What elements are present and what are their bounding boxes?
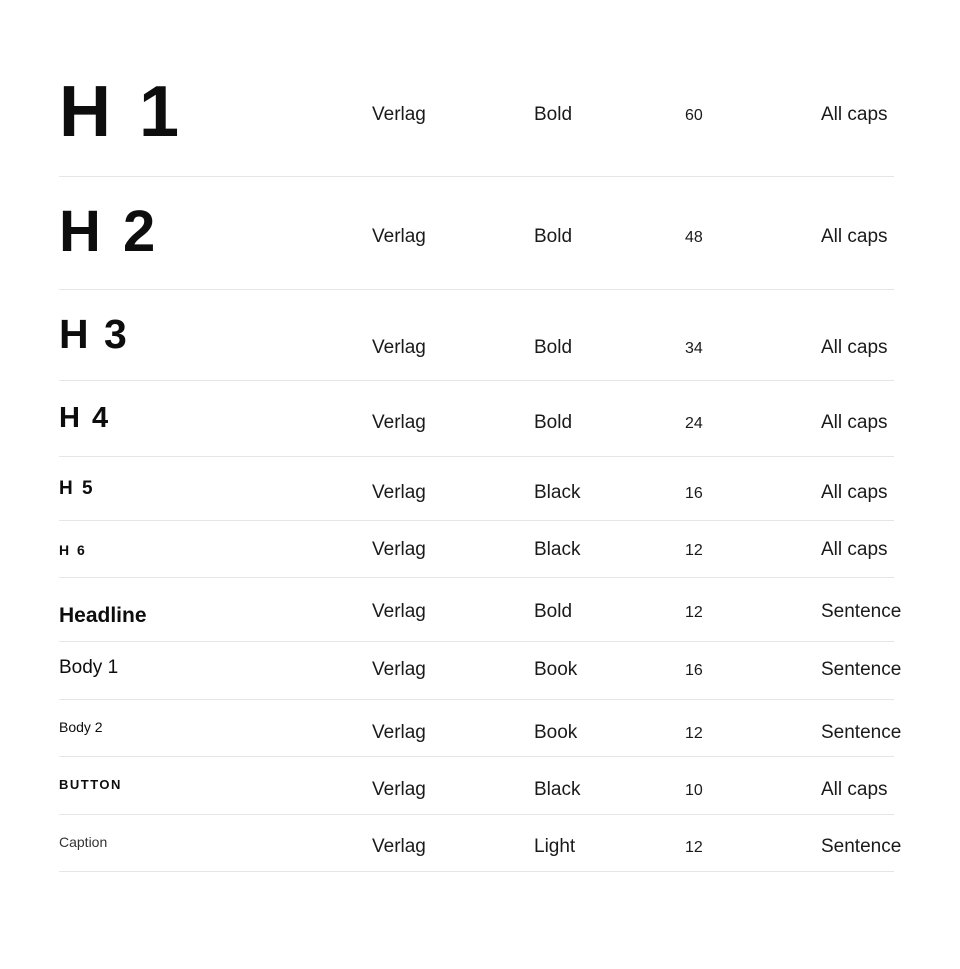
font-size-cell: 10: [685, 782, 703, 799]
style-name-h1: H 1: [59, 72, 184, 152]
font-family-cell: Verlag: [372, 601, 426, 622]
text-case-cell: All caps: [821, 539, 888, 560]
font-weight-cell: Black: [534, 779, 581, 800]
text-case-cell: All caps: [821, 337, 888, 358]
font-family-cell: Verlag: [372, 659, 426, 680]
font-family-cell: Verlag: [372, 722, 426, 743]
font-family-cell: Verlag: [372, 226, 426, 247]
text-case-cell: Sentence: [821, 601, 902, 622]
font-weight-cell: Bold: [534, 601, 573, 622]
style-name-h6: H 6: [59, 542, 87, 558]
text-case-cell: All caps: [821, 482, 888, 503]
text-case-cell: Sentence: [821, 722, 902, 743]
font-weight-cell: Bold: [534, 412, 573, 433]
style-name-h4: H 4: [59, 402, 111, 434]
font-family-cell: Verlag: [372, 412, 426, 433]
font-family-cell: Verlag: [372, 779, 426, 800]
text-case-cell: All caps: [821, 104, 888, 125]
text-case-cell: Sentence: [821, 836, 902, 857]
font-size-cell: 34: [685, 340, 703, 357]
font-weight-cell: Bold: [534, 104, 573, 125]
font-size-cell: 24: [685, 415, 703, 432]
text-case-cell: All caps: [821, 226, 888, 247]
font-size-cell: 12: [685, 839, 703, 856]
style-name-body-2: Body 2: [59, 719, 103, 735]
table-row: [59, 290, 894, 381]
style-name-h3: H 3: [59, 311, 129, 357]
table-row: [59, 700, 902, 757]
font-family-cell: Verlag: [372, 337, 426, 358]
font-weight-cell: Bold: [534, 226, 573, 247]
table-row: [59, 381, 894, 457]
text-case-cell: All caps: [821, 779, 888, 800]
font-weight-cell: Book: [534, 659, 578, 680]
font-size-cell: 16: [685, 485, 703, 502]
font-size-cell: 48: [685, 229, 703, 246]
font-weight-cell: Black: [534, 482, 581, 503]
text-case-cell: All caps: [821, 412, 888, 433]
style-name-h2: H 2: [59, 199, 159, 264]
font-weight-cell: Bold: [534, 337, 573, 358]
text-case-cell: Sentence: [821, 659, 902, 680]
font-size-cell: 12: [685, 542, 703, 559]
style-name-caption: Caption: [59, 834, 108, 850]
font-family-cell: Verlag: [372, 104, 426, 125]
table-row: [59, 642, 902, 700]
style-name-headline: Headline: [59, 604, 147, 627]
style-name-button: BUTTON: [59, 777, 122, 792]
font-family-cell: Verlag: [372, 836, 426, 857]
font-family-cell: Verlag: [372, 539, 426, 560]
table-row: [59, 177, 894, 290]
font-weight-cell: Light: [534, 836, 576, 857]
font-family-cell: Verlag: [372, 482, 426, 503]
font-size-cell: 12: [685, 604, 703, 621]
font-size-cell: 16: [685, 662, 703, 679]
font-weight-cell: Black: [534, 539, 581, 560]
table-row: [59, 457, 894, 521]
table-row: [59, 757, 894, 815]
font-size-cell: 12: [685, 725, 703, 742]
typography-table: [59, 58, 902, 872]
table-row: [59, 578, 902, 642]
table-row: [59, 815, 902, 872]
font-weight-cell: Book: [534, 722, 578, 743]
style-name-h5: H 5: [59, 478, 95, 499]
table-row: [59, 58, 894, 177]
style-name-body-1: Body 1: [59, 657, 119, 678]
table-row: [59, 521, 894, 578]
font-size-cell: 60: [685, 107, 703, 124]
